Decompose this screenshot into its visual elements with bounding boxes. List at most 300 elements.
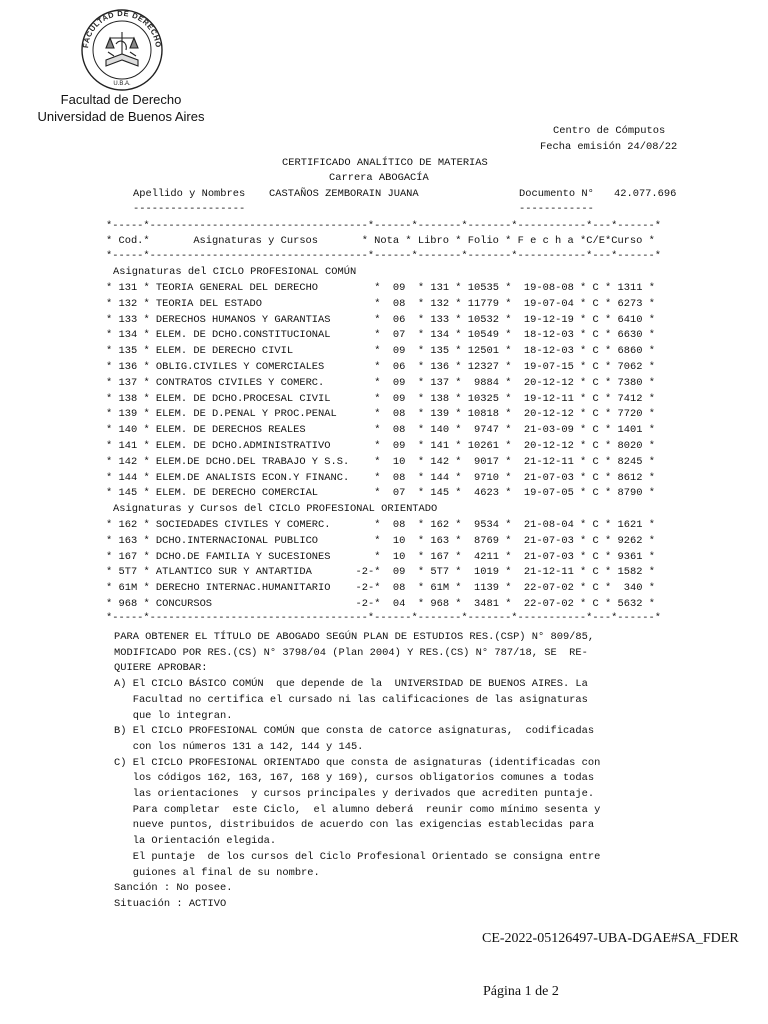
row-separator: * [405, 345, 431, 358]
row-separator: * [137, 534, 156, 547]
course-grade: 04 [386, 597, 406, 610]
course-folio: 9884 [467, 376, 499, 389]
course-date: 21-12-11 [523, 455, 574, 468]
svg-text:U.B.A.: U.B.A. [113, 81, 131, 87]
course-date: 20-12-12 [523, 439, 574, 452]
row-separator: * [498, 329, 524, 342]
course-folio: 4623 [467, 487, 499, 500]
course-grade: 09 [386, 566, 406, 579]
row-separator: * [137, 297, 156, 310]
course-ce: C [592, 297, 599, 310]
row-separator: * [374, 582, 387, 595]
row-separator: * [498, 566, 524, 579]
row-separator: * [449, 345, 468, 358]
course-code: 131 [118, 282, 138, 294]
row-separator: * [449, 408, 468, 421]
course-date: 19-08-08 [523, 282, 574, 294]
row-separator: * [642, 566, 655, 579]
row-separator: * [498, 597, 524, 610]
row-separator: * [405, 439, 431, 452]
course-ce: C [592, 313, 599, 326]
row-separator: * [573, 282, 593, 294]
course-folio: 3481 [467, 597, 499, 610]
row-separator: * [137, 282, 156, 294]
table-row [106, 471, 655, 487]
course-grade: 08 [386, 408, 406, 421]
page-number: Página 1 de 2 [483, 984, 559, 999]
row-separator: * [498, 424, 524, 437]
course-libro: 136 [430, 360, 450, 373]
row-separator: * [449, 582, 468, 595]
course-date: 18-12-03 [523, 329, 574, 342]
course-folio: 1019 [467, 566, 499, 579]
row-separator: * [598, 487, 618, 500]
course-grade: 09 [386, 439, 406, 452]
course-date: 21-12-11 [523, 566, 574, 579]
course-points [349, 314, 374, 326]
row-separator: * [598, 313, 618, 326]
course-libro: 137 [430, 376, 450, 389]
course-curso: 7412 [617, 392, 643, 405]
course-libro: 167 [430, 550, 450, 563]
row-separator: * [374, 439, 387, 452]
table-row [106, 376, 655, 392]
row-separator: * [449, 392, 468, 405]
table-rule-mid: *-----*-----------------------------------*------*-------*-------*-----------*---*------* [106, 250, 661, 262]
course-name: ELEM. DE DERECHO COMERCIAL [155, 487, 350, 500]
row-separator: * [374, 408, 387, 421]
table-row [106, 344, 655, 360]
row-separator: * [642, 519, 655, 531]
row-separator: * [137, 597, 156, 610]
row-separator: * [598, 297, 618, 310]
course-code: 141 [118, 439, 138, 452]
table-rule-bottom: *-----*-----------------------------------*------*-------*-------*-----------*---*------* [106, 612, 661, 624]
course-points [349, 393, 374, 405]
document-label: Documento N° [519, 188, 594, 200]
row-separator: * [573, 424, 593, 437]
course-libro: 134 [430, 329, 450, 342]
row-separator: * [498, 360, 524, 373]
course-curso: 340 [617, 582, 643, 595]
institution-line-2: Universidad de Buenos Aires [37, 109, 205, 124]
row-separator: * [598, 360, 618, 373]
row-separator: * [405, 582, 431, 595]
course-ce: C [592, 582, 599, 595]
course-curso: 7720 [617, 408, 643, 421]
row-separator: * [598, 582, 618, 595]
row-separator: * [374, 519, 387, 531]
row-separator: * [642, 534, 655, 547]
row-separator: * [374, 282, 387, 294]
row-separator: * [137, 313, 156, 326]
row-separator: * [405, 566, 431, 579]
row-separator: * [405, 329, 431, 342]
course-grade: 09 [386, 345, 406, 358]
course-points: -2- [349, 597, 375, 610]
row-separator: * [573, 345, 593, 358]
course-libro: 141 [430, 439, 450, 452]
course-name: ELEM. DE D.PENAL Y PROC.PENAL [155, 408, 350, 421]
course-curso: 8612 [617, 471, 643, 484]
course-grade: 10 [386, 534, 406, 547]
row-separator: * [598, 392, 618, 405]
course-name: SOCIEDADES CIVILES Y COMERC. [155, 519, 350, 531]
course-code: 61M [118, 582, 138, 595]
row-separator: * [642, 360, 655, 373]
course-curso: 1311 [617, 282, 643, 294]
header-nota: * Nota [361, 235, 400, 247]
course-folio: 1139 [467, 582, 499, 595]
row-separator: * [137, 360, 156, 373]
course-name: DCHO.DE FAMILIA Y SUCESIONES [155, 550, 350, 563]
course-points [349, 424, 374, 436]
course-curso: 8020 [617, 439, 643, 452]
table-row [106, 392, 655, 408]
row-separator: * [106, 439, 119, 452]
course-folio: 9017 [467, 455, 499, 468]
course-name: TEORIA GENERAL DEL DERECHO [155, 282, 350, 294]
row-separator: * [573, 471, 593, 484]
row-separator: * [573, 392, 593, 405]
course-name: ELEM. DE DCHO.ADMINISTRATIVO [155, 439, 350, 452]
course-folio: 10532 [467, 313, 499, 326]
course-folio: 11779 [467, 297, 499, 310]
row-separator: * [642, 282, 655, 294]
row-separator: * [498, 582, 524, 595]
row-separator: * [598, 566, 618, 579]
row-separator: * [405, 408, 431, 421]
course-code: 137 [118, 376, 138, 389]
row-separator: * [449, 313, 468, 326]
course-date: 18-12-03 [523, 345, 574, 358]
row-separator: * [598, 376, 618, 389]
course-name: ELEM.DE DCHO.DEL TRABAJO Y S.S. [155, 455, 350, 468]
course-code: 163 [118, 534, 138, 547]
course-ce: C [592, 534, 599, 547]
row-separator: * [405, 597, 431, 610]
row-separator: * [405, 534, 431, 547]
row-separator: * [573, 313, 593, 326]
row-separator: * [405, 392, 431, 405]
table-row [106, 297, 655, 313]
course-points: -2- [349, 582, 375, 595]
row-separator: * [642, 582, 655, 595]
row-separator: * [449, 455, 468, 468]
header-cod: * Cod.* [106, 235, 150, 247]
course-points: -2- [349, 566, 375, 579]
course-curso: 6860 [617, 345, 643, 358]
row-separator: * [498, 376, 524, 389]
course-ce: C [592, 455, 599, 468]
row-separator: * [137, 376, 156, 389]
course-points [349, 408, 374, 420]
course-libro: 145 [430, 487, 450, 500]
table-row [106, 597, 655, 613]
row-separator: * [374, 329, 387, 342]
course-curso: 1401 [617, 424, 643, 437]
row-separator: * [642, 550, 655, 563]
row-separator: * [405, 487, 431, 500]
institution-line-1: Facultad de Derecho [60, 92, 182, 107]
course-curso: 7380 [617, 376, 643, 389]
row-separator: * [106, 329, 119, 342]
course-libro: 132 [430, 297, 450, 310]
row-separator: * [642, 313, 655, 326]
course-ce: C [592, 487, 599, 500]
course-folio: 9710 [467, 471, 499, 484]
table-row [106, 534, 655, 550]
row-separator: * [642, 439, 655, 452]
course-ce: C [592, 471, 599, 484]
row-separator: * [106, 313, 119, 326]
course-code: 140 [118, 424, 138, 437]
row-separator: * [449, 424, 468, 437]
row-separator: * [405, 376, 431, 389]
row-separator: * [449, 534, 468, 547]
svg-text:FACULTAD DE DERECHO: FACULTAD DE DERECHO [81, 8, 164, 49]
row-separator: * [642, 597, 655, 610]
row-separator: * [374, 313, 387, 326]
row-separator: * [449, 487, 468, 500]
course-grade: 08 [386, 519, 406, 531]
row-separator: * [405, 550, 431, 563]
row-separator: * [106, 360, 119, 373]
row-separator: * [573, 360, 593, 373]
row-separator: * [449, 519, 468, 531]
course-points [349, 487, 374, 499]
name-label: Apellido y Nombres [133, 188, 246, 200]
row-separator: * [642, 471, 655, 484]
row-separator: * [642, 487, 655, 500]
course-grade: 06 [386, 360, 406, 373]
course-folio: 10549 [467, 329, 499, 342]
row-separator: * [573, 487, 593, 500]
table-row [106, 423, 655, 439]
header-asig: Asignaturas y Cursos [193, 235, 319, 247]
row-separator: * [598, 550, 618, 563]
course-name: ELEM. DE DERECHO CIVIL [155, 345, 350, 358]
table-row [106, 360, 655, 376]
course-folio: 9534 [467, 519, 499, 531]
course-name: DERECHOS HUMANOS Y GARANTIAS [155, 313, 350, 326]
centro-computos: Centro de Cómputos [553, 125, 666, 137]
course-ce: C [592, 550, 599, 563]
course-grade: 08 [386, 582, 406, 595]
table-row [106, 455, 655, 471]
faculty-seal-logo [80, 8, 164, 92]
course-grade: 07 [386, 487, 406, 500]
course-ce: C [592, 597, 599, 610]
course-grade: 06 [386, 313, 406, 326]
course-date: 21-07-03 [523, 471, 574, 484]
section2-rows [106, 518, 655, 613]
table-row [106, 581, 655, 597]
header-ce: *C/E [580, 235, 605, 247]
course-ce: C [592, 519, 599, 531]
row-separator: * [573, 550, 593, 563]
row-separator: * [106, 408, 119, 421]
row-separator: * [642, 376, 655, 389]
table-row [106, 407, 655, 423]
row-separator: * [405, 360, 431, 373]
row-separator: * [137, 550, 156, 563]
row-separator: * [598, 424, 618, 437]
course-name: TEORIA DEL ESTADO [155, 297, 350, 310]
row-separator: * [642, 329, 655, 342]
course-curso: 9262 [617, 534, 643, 547]
row-separator: * [498, 408, 524, 421]
table-row [106, 439, 655, 455]
row-separator: * [106, 282, 119, 294]
course-ce: C [592, 408, 599, 421]
course-date: 22-07-02 [523, 582, 574, 595]
course-name: CONTRATOS CIVILES Y COMERC. [155, 376, 350, 389]
course-points [349, 282, 374, 294]
row-separator: * [498, 313, 524, 326]
row-separator: * [405, 471, 431, 484]
course-code: 134 [118, 329, 138, 342]
course-ce: C [592, 376, 599, 389]
course-curso: 6410 [617, 313, 643, 326]
row-separator: * [573, 582, 593, 595]
row-separator: * [573, 597, 593, 610]
course-date: 19-12-19 [523, 313, 574, 326]
section1-rows [106, 281, 655, 502]
header-fecha: * F e c h a [505, 235, 574, 247]
row-separator: * [106, 376, 119, 389]
course-points [349, 298, 374, 310]
course-folio: 12501 [467, 345, 499, 358]
course-ce: C [592, 345, 599, 358]
row-separator: * [573, 376, 593, 389]
row-separator: * [498, 550, 524, 563]
row-separator: * [106, 597, 119, 610]
row-separator: * [449, 597, 468, 610]
course-date: 21-08-04 [523, 519, 574, 531]
course-ce: C [592, 360, 599, 373]
row-separator: * [106, 471, 119, 484]
row-separator: * [449, 550, 468, 563]
row-separator: * [598, 519, 618, 531]
course-ce: C [592, 282, 599, 294]
table-row [106, 313, 655, 329]
course-grade: 08 [386, 424, 406, 437]
row-separator: * [137, 455, 156, 468]
row-separator: * [374, 360, 387, 373]
course-name: DCHO.INTERNACIONAL PUBLICO [155, 534, 350, 547]
course-curso: 8245 [617, 455, 643, 468]
row-separator: * [374, 424, 387, 437]
row-separator: * [106, 534, 119, 547]
course-curso: 1621 [617, 519, 643, 531]
course-ce: C [592, 424, 599, 437]
row-separator: * [374, 455, 387, 468]
row-separator: * [374, 597, 387, 610]
course-code: 133 [118, 313, 138, 326]
course-code: 135 [118, 345, 138, 358]
course-name: ELEM.DE ANALISIS ECON.Y FINANC. [155, 471, 350, 484]
row-separator: * [374, 534, 387, 547]
course-code: 132 [118, 297, 138, 310]
course-libro: 144 [430, 471, 450, 484]
course-libro: 131 [430, 282, 450, 294]
row-separator: * [405, 519, 431, 531]
course-libro: 968 [430, 597, 450, 610]
header-curso: *Curso * [604, 235, 655, 247]
course-date: 21-07-03 [523, 550, 574, 563]
row-separator: * [137, 329, 156, 342]
document-underline: ------------ [519, 203, 594, 215]
course-code: 144 [118, 471, 138, 484]
course-libro: 133 [430, 313, 450, 326]
course-date: 19-07-05 [523, 487, 574, 500]
row-separator: * [137, 566, 156, 579]
course-code: 145 [118, 487, 138, 500]
section1-title: Asignaturas del CICLO PROFESIONAL COMÚN [113, 266, 357, 278]
course-ce: C [592, 439, 599, 452]
course-grade: 08 [386, 297, 406, 310]
row-separator: * [106, 424, 119, 437]
course-ce: C [592, 392, 599, 405]
course-curso: 6630 [617, 329, 643, 342]
course-grade: 10 [386, 455, 406, 468]
header-folio: * Folio [455, 235, 499, 247]
course-libro: 139 [430, 408, 450, 421]
course-points [349, 519, 374, 531]
course-points [349, 329, 374, 341]
row-separator: * [137, 519, 156, 531]
course-name: ELEM. DE DCHO.CONSTITUCIONAL [155, 329, 350, 342]
row-separator: * [374, 345, 387, 358]
row-separator: * [598, 455, 618, 468]
course-points [349, 551, 374, 563]
course-points [349, 440, 374, 452]
row-separator: * [642, 392, 655, 405]
row-separator: * [642, 455, 655, 468]
row-separator: * [573, 534, 593, 547]
table-row [106, 550, 655, 566]
course-grade: 07 [386, 329, 406, 342]
row-separator: * [449, 439, 468, 452]
course-folio: 10325 [467, 392, 499, 405]
course-curso: 8790 [617, 487, 643, 500]
row-separator: * [498, 282, 524, 294]
table-row [106, 281, 655, 297]
row-separator: * [498, 455, 524, 468]
row-separator: * [106, 550, 119, 563]
course-date: 19-07-04 [523, 297, 574, 310]
row-separator: * [598, 345, 618, 358]
row-separator: * [573, 455, 593, 468]
course-name: DERECHO INTERNAC.HUMANITARIO [155, 582, 350, 595]
row-separator: * [498, 534, 524, 547]
course-points [349, 345, 374, 357]
row-separator: * [449, 282, 468, 294]
course-name: OBLIG.CIVILES Y COMERCIALES [155, 360, 350, 373]
course-grade: 09 [386, 376, 406, 389]
row-separator: * [498, 392, 524, 405]
table-row [106, 518, 655, 534]
course-grade: 09 [386, 282, 406, 294]
course-date: 20-12-12 [523, 408, 574, 421]
row-separator: * [137, 439, 156, 452]
course-code: 167 [118, 550, 138, 563]
table-header [106, 234, 655, 250]
course-libro: 61M [430, 582, 450, 595]
row-separator: * [405, 297, 431, 310]
row-separator: * [642, 345, 655, 358]
